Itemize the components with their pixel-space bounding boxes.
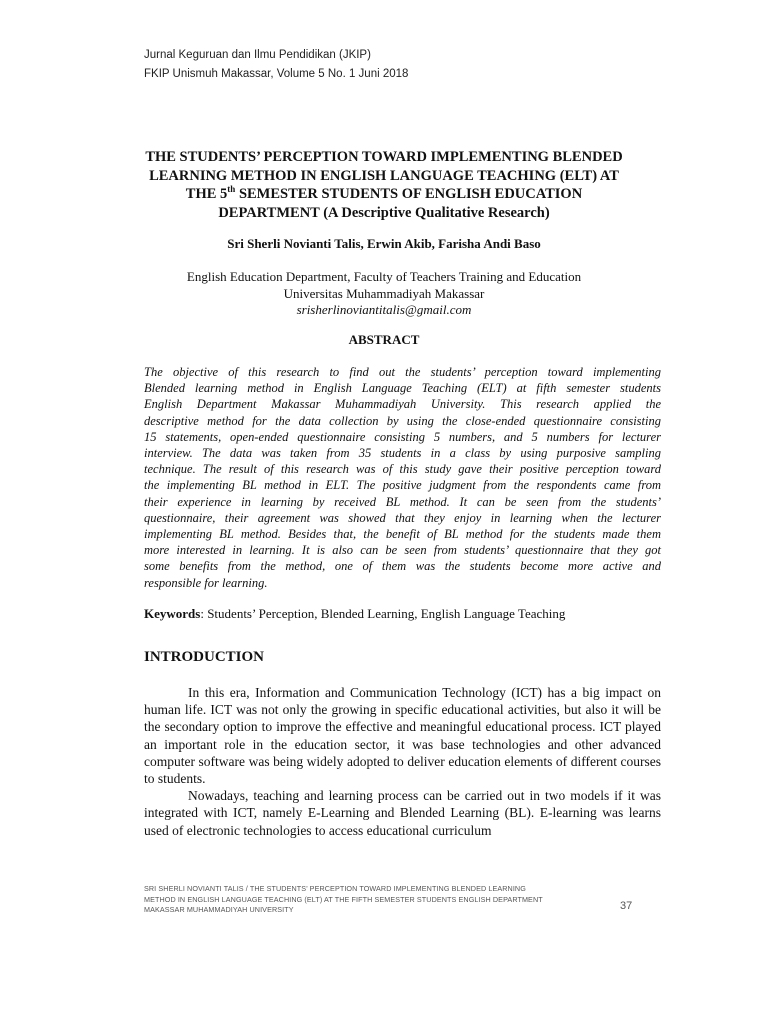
journal-name: Jurnal Keguruan dan Ilmu Pendidikan (JKIP) (144, 49, 371, 61)
abstract-line: interview. The data was taken from 35 students in a class by using purposive sampling (144, 446, 661, 461)
abstract-line: The objective of this research to find out the students’ perception toward implementing (144, 365, 661, 379)
introduction-heading: INTRODUCTION (144, 649, 265, 665)
abstract-line: responsible for learning. (144, 575, 268, 590)
title-line-2: LEARNING METHOD IN ENGLISH LANGUAGE TEACHING (ELT) AT (149, 167, 619, 184)
footer-line: MAKASSAR MUHAMMADIYAH UNIVERSITY (144, 905, 294, 914)
abstract-line: 15 statements, open-ended questionnaire consisting 5 numbers, and 5 numbers for lecturer (144, 429, 661, 444)
affiliation (110, 269, 658, 319)
author-email: srisherlinoviantitalis@gmail.com (296, 302, 472, 317)
affiliation-university: Universitas Muhammadiyah Makassar (283, 285, 485, 301)
journal-volume: FKIP Unismuh Makassar, Volume 5 No. 1 Juni 2018 (144, 68, 409, 80)
journal-header (144, 46, 408, 84)
title-line-3-pre: THE 5 (185, 186, 228, 202)
abstract-line: the implementing BL method in ELT. The positive judgment from the respondents came from (144, 478, 661, 493)
introduction-body (144, 684, 661, 839)
title-line-1: THE STUDENTS’ PERCEPTION TOWARD IMPLEMENTING BLENDED (145, 149, 623, 165)
abstract-line: technique. The result of this research was of this study gave their positive perception toward (144, 462, 661, 477)
footer-line: SRI SHERLI NOVIANTI TALIS / THE STUDENTS’ PERCEPTION TOWARD IMPLEMENTING BLENDED LEARNING (144, 884, 526, 893)
paper-title (110, 148, 658, 222)
affiliation-department: English Education Department, Faculty of Teachers Training and Education (186, 269, 582, 284)
abstract-heading: ABSTRACT (348, 332, 420, 347)
title-line-3-post: SEMESTER STUDENTS OF ENGLISH EDUCATION (235, 186, 583, 202)
keywords-label: Keywords (144, 606, 201, 621)
abstract-line: some benefits from the method, one of them was the students become more active and (144, 559, 661, 574)
abstract-line: Blended learning method in English Language Teaching (ELT) at fifth semester students (144, 381, 661, 396)
title-superscript: th (227, 184, 236, 195)
abstract-line: implementing BL method. Besides that, the benefit of BL method for the students made them (144, 527, 661, 542)
abstract-line: questionnaire, their agreement was showed that they enjoy in learning when the lecturer (144, 510, 661, 525)
footer-line: METHOD IN ENGLISH LANGUAGE TEACHING (ELT) AT THE FIFTH SEMESTER STUDENTS ENGLISH DEPARTMENT (144, 894, 543, 904)
title-line-3 (110, 185, 658, 204)
paragraph: Nowadays, teaching and learning process can be carried out in two models if it was integrated with ICT, namely E-Learning and Blended Learning (BL). E-learning was learns used of electronic technologies to access educational curriculum (144, 788, 661, 838)
keywords-text: : Students’ Perception, Blended Learning, English Language Teaching (200, 606, 566, 621)
running-footer (144, 884, 564, 916)
abstract-line: their experience in learning by received BL method. It can be seen from the students’ (144, 494, 661, 509)
paragraph: In this era, Information and Communication Technology (ICT) has a big impact on human life. ICT was not only the growing in specific educational activities, but also it will be the secondary option to improve the effective and meaningful educational process. ICT played an important role in the education sector, it was base technologies and other advanced computer software was being widely adopted to deliver education elements of different courses to students. (144, 685, 661, 787)
authors: Sri Sherli Novianti Talis, Erwin Akib, Farisha Andi Baso (227, 236, 541, 251)
title-line-4: DEPARTMENT (A Descriptive Qualitative Research) (218, 204, 550, 221)
abstract-line: more interested in learning. It is also can be seen from students’ questionnaire that they got (144, 543, 661, 558)
keywords (144, 606, 661, 622)
abstract-body (144, 364, 661, 591)
abstract-line: English Department Makassar Muhammadiyah University. This research applied the (144, 397, 661, 412)
abstract-line: descriptive method for the data collection by using the close-ended questionnaire consisting (144, 413, 661, 428)
page-number: 37 (620, 900, 633, 912)
